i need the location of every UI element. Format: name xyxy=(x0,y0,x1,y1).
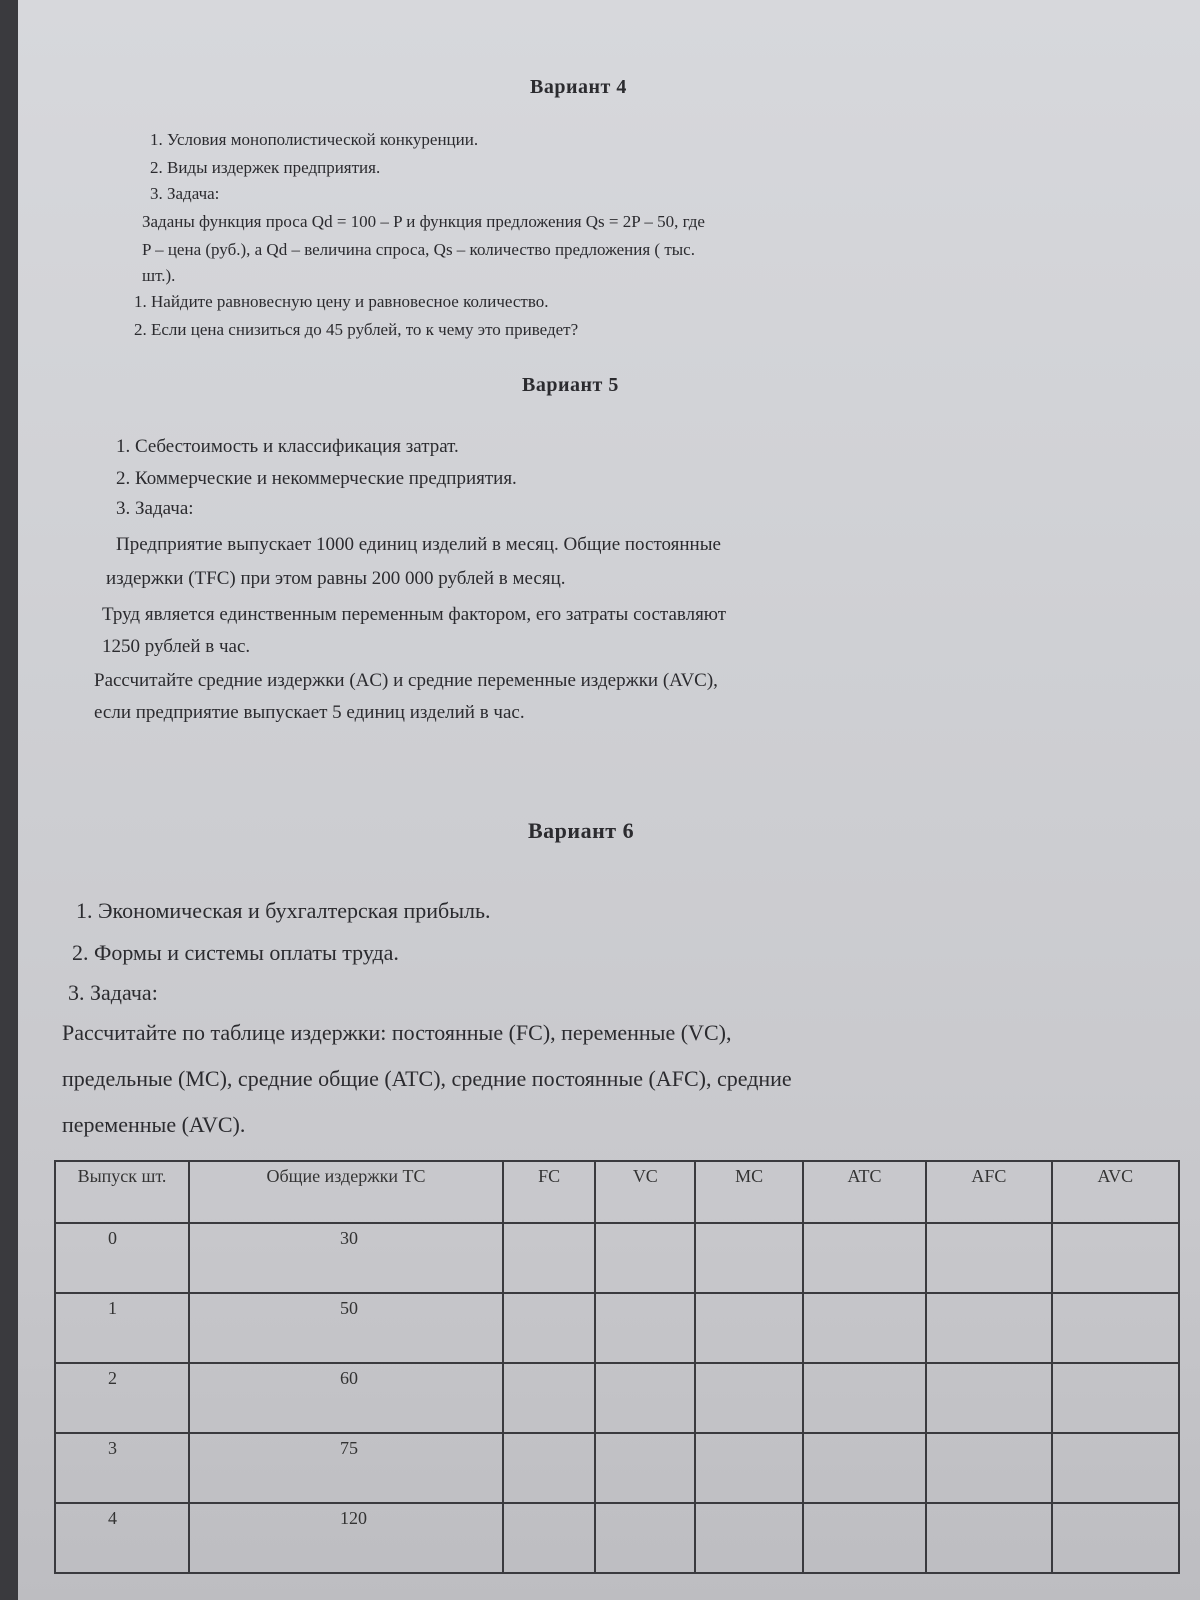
total-cost-cell: 75 xyxy=(189,1433,503,1503)
variant-4-subtask-1: 1. Найдите равновесную цену и равновесное количество. xyxy=(134,292,549,311)
mc-cell xyxy=(695,1223,803,1293)
afc-cell xyxy=(926,1223,1052,1293)
table-row xyxy=(55,1433,1179,1503)
variant-6-question-3: 3. Задача: xyxy=(68,980,158,1005)
atc-cell xyxy=(803,1363,926,1433)
variant-4-question-1: 1. Условия монополистической конкуренции. xyxy=(150,130,479,149)
afc-cell xyxy=(926,1363,1052,1433)
table-row xyxy=(55,1293,1179,1363)
total-cost-cell: 60 xyxy=(189,1363,503,1433)
variant-5-task-line: если предприятие выпускает 5 единиц изделий в час. xyxy=(94,702,525,723)
mc-cell xyxy=(695,1433,803,1503)
column-header: VC xyxy=(595,1161,695,1223)
variant-5-task-line: Предприятие выпускает 1000 единиц изделий в месяц. Общие постоянные xyxy=(116,534,721,555)
variant-6-title: Вариант 6 xyxy=(528,818,635,843)
total-cost-cell: 120 xyxy=(189,1503,503,1573)
column-header: AFC xyxy=(926,1161,1052,1223)
avc-cell xyxy=(1052,1293,1179,1363)
total-cost-cell: 50 xyxy=(189,1293,503,1363)
avc-cell xyxy=(1052,1223,1179,1293)
avc-cell xyxy=(1052,1363,1179,1433)
column-header: MC xyxy=(695,1161,803,1223)
table-header-row xyxy=(55,1161,1179,1223)
atc-cell xyxy=(803,1503,926,1573)
variant-4-title: Вариант 4 xyxy=(530,76,627,98)
fc-cell xyxy=(503,1503,595,1573)
variant-6-question-1: 1. Экономическая и бухгалтерская прибыль. xyxy=(76,898,491,923)
afc-cell xyxy=(926,1433,1052,1503)
variant-5-task-line: Труд является единственным переменным фактором, его затраты составляют xyxy=(102,604,727,625)
vc-cell xyxy=(595,1293,695,1363)
variant-6-task-text xyxy=(62,1010,1127,1148)
variant-5-question-3: 3. Задача: xyxy=(116,498,194,519)
mc-cell xyxy=(695,1503,803,1573)
vc-cell xyxy=(595,1223,695,1293)
output-cell: 2 xyxy=(55,1363,189,1433)
mc-cell xyxy=(695,1363,803,1433)
table-row xyxy=(55,1223,1179,1293)
cost-table xyxy=(54,1160,1180,1574)
variant-6-task-line: предельные (MC), средние общие (ATC), средние постоянные (AFC), средние xyxy=(62,1066,792,1091)
afc-cell xyxy=(926,1503,1052,1573)
variant-5-task-line: Рассчитайте средние издержки (AC) и средние переменные издержки (AVC), xyxy=(94,670,718,691)
variant-4-question-2: 2. Виды издержек предприятия. xyxy=(150,158,381,177)
fc-cell xyxy=(503,1363,595,1433)
variant-4-question-3: 3. Задача: xyxy=(150,184,220,203)
output-cell: 1 xyxy=(55,1293,189,1363)
variant-4-task-line: P – цена (руб.), а Qd – величина спроса, Qs – количество предложения ( тыс. xyxy=(142,240,695,259)
fc-cell xyxy=(503,1223,595,1293)
variant-5-task-line: 1250 рублей в час. xyxy=(102,636,251,657)
vc-cell xyxy=(595,1363,695,1433)
column-header: Общие издержки TC xyxy=(189,1161,503,1223)
atc-cell xyxy=(803,1433,926,1503)
variant-5-title: Вариант 5 xyxy=(522,374,619,396)
table-row xyxy=(55,1503,1179,1573)
fc-cell xyxy=(503,1293,595,1363)
avc-cell xyxy=(1052,1433,1179,1503)
mc-cell xyxy=(695,1293,803,1363)
column-header: ATC xyxy=(803,1161,926,1223)
table-row xyxy=(55,1363,1179,1433)
vc-cell xyxy=(595,1433,695,1503)
variant-6-task-line: переменные (AVC). xyxy=(62,1112,246,1137)
atc-cell xyxy=(803,1223,926,1293)
output-cell: 4 xyxy=(55,1503,189,1573)
variant-4-subtask-2: 2. Если цена снизиться до 45 рублей, то к чему это приведет? xyxy=(134,320,579,339)
output-cell: 0 xyxy=(55,1223,189,1293)
fc-cell xyxy=(503,1433,595,1503)
total-cost-cell: 30 xyxy=(189,1223,503,1293)
column-header: AVC xyxy=(1052,1161,1179,1223)
worksheet-page xyxy=(18,0,1200,1600)
output-cell: 3 xyxy=(55,1433,189,1503)
vc-cell xyxy=(595,1503,695,1573)
variant-5-task-line: издержки (TFC) при этом равны 200 000 рублей в месяц. xyxy=(106,568,566,589)
column-header: Выпуск шт. xyxy=(55,1161,189,1223)
avc-cell xyxy=(1052,1503,1179,1573)
variant-4-task-line: Заданы функция проса Qd = 100 – P и функция предложения Qs = 2P – 50, где xyxy=(142,212,705,231)
column-header: FC xyxy=(503,1161,595,1223)
afc-cell xyxy=(926,1293,1052,1363)
variant-5-question-1: 1. Себестоимость и классификация затрат. xyxy=(116,436,459,457)
variant-5-question-2: 2. Коммерческие и некоммерческие предприятия. xyxy=(116,468,517,489)
variant-6-question-2: 2. Формы и системы оплаты труда. xyxy=(72,940,399,965)
variant-4-task-line: шт.). xyxy=(142,266,176,285)
variant-6-task-line: Рассчитайте по таблице издержки: постоянные (FC), переменные (VC), xyxy=(62,1020,732,1045)
atc-cell xyxy=(803,1293,926,1363)
